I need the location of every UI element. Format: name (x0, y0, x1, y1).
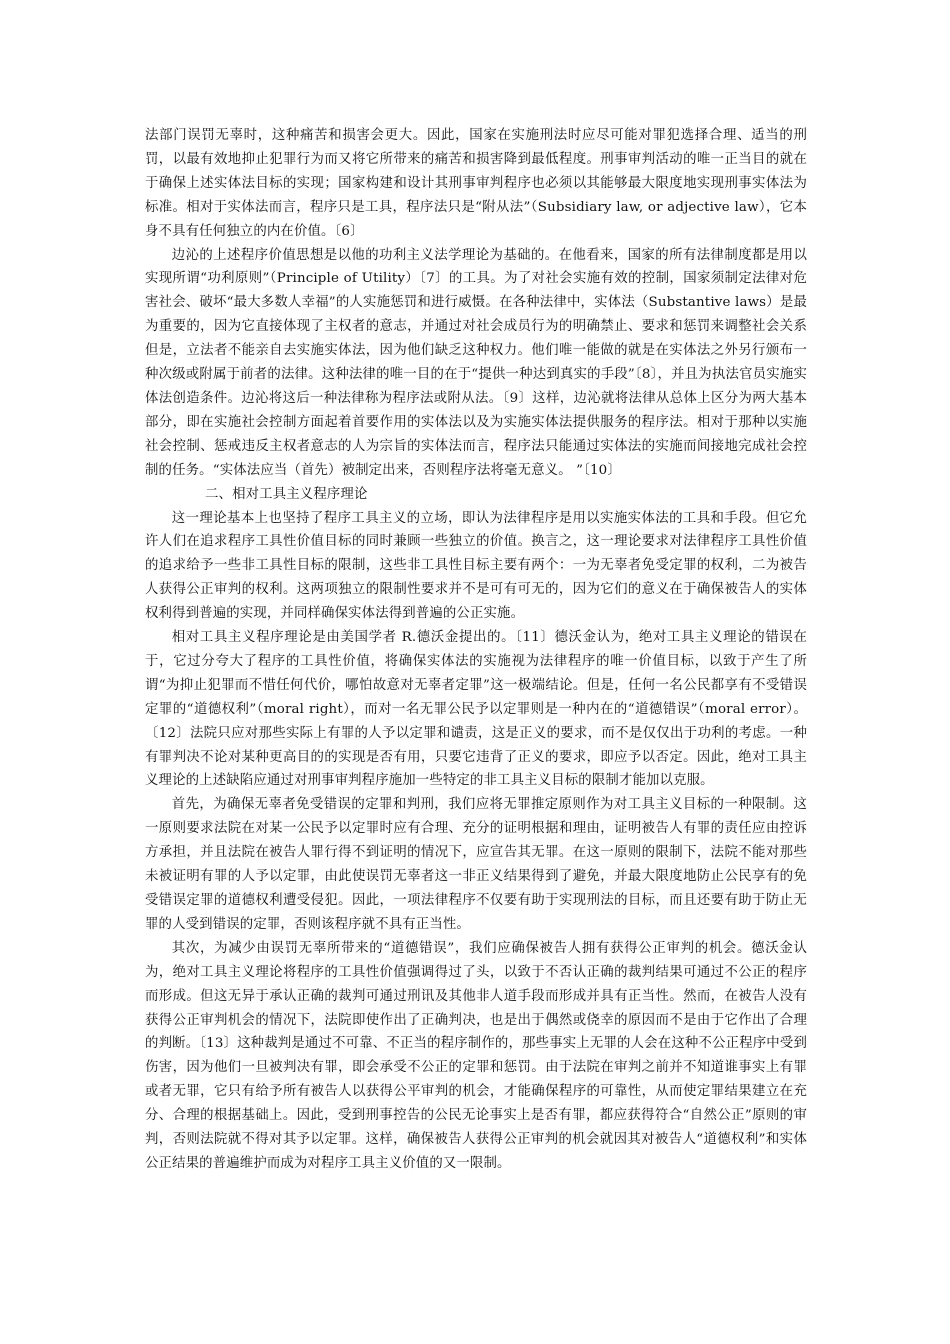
paragraph-continuation: 法部门误罚无辜时，这种痛苦和损害会更大。因此，国家在实施刑法时应尽可能对罪犯选择合理、适当的刑罚，以最有效地抑止犯罪行为而又将它所带来的痛苦和损害降到最低程度。刑事审判活动的唯一正当目的就在于确保上述实体法目标的实现；国家构建和设计其刑事审判程序也必须以其能够最大限度地实现刑事实体法为标准。相对于实体法而言，程序只是工具，程序法只是“附从法”（Subsidiary law, or adjective law），它本身不具有任何独立的内在价值。〔6〕 (145, 128, 807, 239)
paragraph-bentham-theory: 边沁的上述程序价值思想是以他的功利主义法学理论为基础的。在他看来，国家的所有法律制度都是用以实现所谓“功利原则”（Principle of Utility）〔7〕的工具。为了对社会实施有效的控制，国家须制定法律对危害社会、破坏“最大多数人幸福”的人实施惩罚和进行威慑。在各种法律中，实体法（Substantive laws）是最为重要的，因为它直接体现了主权者的意志，并通过对社会成员行为的明确禁止、要求和惩罚来调整社会关系但是，立法者不能亲自去实施实体法，因为他们缺乏这种权力。他们唯一能做的就是在实体法之外另行颁布一种次级或附属于前者的法律。这种法律的唯一目的在于“提供一种达到真实的手段”〔8〕，并且为执法官员实施实体法创造条件。边沁将这后一种法律称为程序法或附从法。〔9〕这样，边沁就将法律从总体上区分为两大基本部分，即在实施社会控制方面起着首要作用的实体法以及为实施实体法提供服务的程序法。相对于那种以实施社会控制、惩戒违反主权者意志的人为宗旨的实体法而言，程序法只能通过实体法的实施而间接地完成社会控制的任务。“实体法应当（首先）被制定出来，否则程序法将毫无意义。 ”〔10〕 (145, 247, 807, 478)
section-heading: 二、相对工具主义程序理论 (205, 486, 368, 502)
paragraph-dworkin: 相对工具主义程序理论是由美国学者 R.德沃金提出的。〔11〕德沃金认为，绝对工具主义理论的错误在于，它过分夸大了程序的工具性价值，将确保实体法的实施视为法律程序的唯一价值目标，以致于产生了所谓“为抑止犯罪而不惜任何代价，哪怕故意对无辜者定罪”这一极端结论。但是，任何一名公民都享有不受错误定罪的“道德权利”（moral right），而对一名无罪公民予以定罪则是一种内在的“道德错误”（moral error）。〔12〕法院只应对那些实际上有罪的人予以定罪和谴责，这是正义的要求，而不是仅仅出于功利的考虑。一种有罪判决不论对某种更高目的的实现是否有用，只要它违背了正义的要求，即应予以否定。因此，绝对工具主义理论的上述缺陷应通过对刑事审判程序施加一些特定的非工具主义目标的限制才能加以克服。 (145, 630, 807, 789)
paragraph-presumption-innocence: 首先，为确保无辜者免受错误的定罪和判刑，我们应将无罪推定原则作为对工具主义目标的一种限制。这一原则要求法院在对某一公民予以定罪时应有合理、充分的证明根据和理由，证明被告人有罪的责任应由控诉方承担，并且法院在被告人罪行得不到证明的情况下，应宣告其无罪。在这一原则的限制下，法院不能对那些未被证明有罪的人予以定罪，由此使误罚无辜者这一非正义结果得到了避免，并最大限度地防止公民享有的免受错误定罪的道德权利遭受侵犯。因此，一项法律程序不仅要有助于实现刑法的目标，而且还要有助于防止无罪的人受到错误的定罪，否则该程序就不具有正当性。 (145, 797, 807, 932)
paragraph-relative-instrumentalism: 这一理论基本上也坚持了程序工具主义的立场，即认为法律程序是用以实施实体法的工具和手段。但它允许人们在追求程序工具性价值目标的同时兼顾一些独立的价值。换言之，这一理论要求对法律程序工具性价值的追求给予一些非工具性目标的限制，这些非工具性目标主要有两个：一为无辜者免受定罪的权利，二为被告人获得公正审判的权利。这两项独立的限制性要求并不是可有可无的，因为它们的意义在于确保被告人的实体权利得到普遍的实现，并同样确保实体法得到普遍的公正实施。 (145, 510, 807, 622)
document-page (145, 124, 807, 1176)
paragraph-fair-trial: 其次，为减少由误罚无辜所带来的“道德错误”，我们应确保被告人拥有获得公正审判的机会。德沃金认为，绝对工具主义理论将程序的工具性价值强调得过了头，以致于不否认正确的裁判结果可通过不公正的程序而形成。但这无异于承认正确的裁判可通过刑讯及其他非人道手段而形成并具有正当性。然而，在被告人没有获得公正审判机会的情况下，法院即使作出了正确判决，也是出于偶然或侥幸的原因而不是由于它作出了合理的判断。〔13〕这种裁判是通过不可靠、不正当的程序制作的，那些事实上无罪的人会在这种不公正程序中受到伤害，因为他们一旦被判决有罪，即会承受不公正的定罪和惩罚。由于法院在审判之前并不知道谁事实上有罪或者无罪，它只有给予所有被告人以获得公平审判的机会，才能确保程序的可靠性，从而使定罪结果建立在充分、合理的根据基础上。因此，受到刑事控告的公民无论事实上是否有罪，都应获得符合“自然公正”原则的审判，否则法院就不得对其予以定罪。这样，确保被告人获得公正审判的机会就因其对被告人“道德权利”和实体公正结果的普遍维护而成为对程序工具主义价值的又一限制。 (145, 940, 807, 1171)
